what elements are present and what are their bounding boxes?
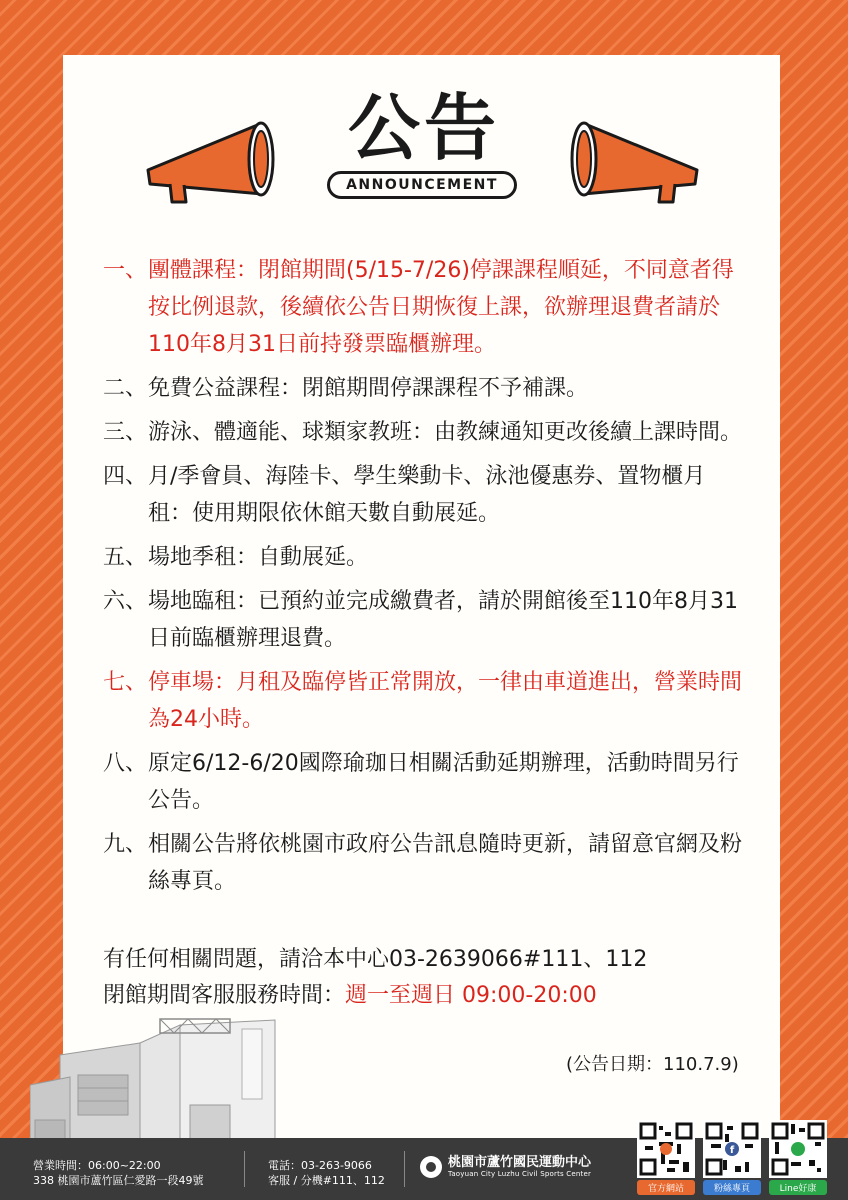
item-number: 一、 (103, 258, 148, 283)
footer-contact-block (268, 1158, 385, 1188)
qr-label: 官方網站 (637, 1180, 695, 1195)
list-item (103, 370, 763, 407)
sports-center-building-illustration (30, 1015, 290, 1140)
svg-text:f: f (729, 1145, 735, 1156)
item-text: 停車場：月租及臨停皆正常開放，一律由車道進出，營業時間為24小時。 (148, 670, 743, 732)
contact-hours (103, 978, 647, 1014)
footer-hours: 營業時間：06:00~22:00 (33, 1159, 161, 1172)
item-number: 九、 (103, 832, 148, 857)
item-number: 二、 (103, 376, 148, 401)
qr-official-website[interactable] (637, 1120, 695, 1195)
item-number: 七、 (103, 670, 148, 695)
qr-label: Line好康 (769, 1180, 827, 1195)
item-number: 三、 (103, 420, 148, 445)
list-item (103, 539, 763, 576)
qr-line[interactable] (769, 1120, 827, 1195)
item-text: 相關公告將依桃園市政府公告訊息隨時更新，請留意官網及粉絲專頁。 (148, 832, 743, 894)
list-item (103, 664, 763, 738)
item-text: 場地季租：自動展延。 (148, 545, 369, 570)
page-subtitle: ANNOUNCEMENT (327, 171, 517, 199)
list-item (103, 583, 763, 657)
org-logo (420, 1155, 591, 1179)
qr-fan-page[interactable] (703, 1120, 761, 1195)
org-name-en: Taoyuan City Luzhu Civil Sports Center (448, 1170, 592, 1178)
item-number: 五、 (103, 545, 148, 570)
item-number: 六、 (103, 589, 148, 614)
contact-phone: 有任何相關問題，請洽本中心03-2639066#111、112 (103, 947, 648, 972)
list-item (103, 826, 763, 900)
item-text: 月/季會員、海陸卡、學生樂動卡、泳池優惠券、置物櫃月租：使用期限依休館天數自動展延。 (148, 464, 706, 526)
item-text: 免費公益課程：閉館期間停課課程不予補課。 (148, 376, 589, 401)
footer-divider (244, 1151, 245, 1187)
footer-divider (404, 1151, 405, 1187)
qr-code-icon (769, 1120, 827, 1178)
item-text: 團體課程：閉館期間(5/15-7/26)停課課程順延，不同意者得按比例退款，後續依公告日期恢復上課，欲辦理退費者請於110年8月31日前持發票臨櫃辦理。 (148, 258, 734, 357)
list-item (103, 252, 763, 363)
list-item (103, 414, 763, 451)
footer-ext: 客服 / 分機#111、112 (268, 1174, 385, 1187)
qr-code-icon (703, 1120, 761, 1178)
item-text: 場地臨租：已預約並完成繳費者，請於開館後至110年8月31日前臨櫃辦理退費。 (148, 589, 738, 651)
qr-code-icon (637, 1120, 695, 1178)
list-item (103, 458, 763, 532)
contact-info (103, 942, 647, 1014)
announcement-list (103, 252, 763, 907)
item-number: 八、 (103, 751, 148, 776)
item-text: 游泳、體適能、球類家教班：由教練通知更改後續上課時間。 (148, 420, 743, 445)
footer-address: 338 桃園市蘆竹區仁愛路一段49號 (33, 1174, 204, 1187)
org-name: 桃園市蘆竹國民運動中心 (448, 1155, 592, 1170)
qr-label: 粉絲專頁 (703, 1180, 761, 1195)
announce-date: (公告日期：110.7.9) (566, 1054, 739, 1075)
org-logo-icon (420, 1156, 442, 1178)
footer-hours-block (33, 1158, 204, 1188)
item-number: 四、 (103, 464, 148, 489)
list-item (103, 745, 763, 819)
contact-hours-value: 週一至週日 09:00-20:00 (345, 983, 597, 1008)
footer-phone: 電話：03-263-9066 (268, 1159, 372, 1172)
contact-hours-label: 閉館期間客服服務時間： (103, 983, 346, 1008)
page-title: 公告 (347, 86, 500, 170)
item-text: 原定6/12-6/20國際瑜珈日相關活動延期辦理，活動時間另行公告。 (148, 751, 739, 813)
